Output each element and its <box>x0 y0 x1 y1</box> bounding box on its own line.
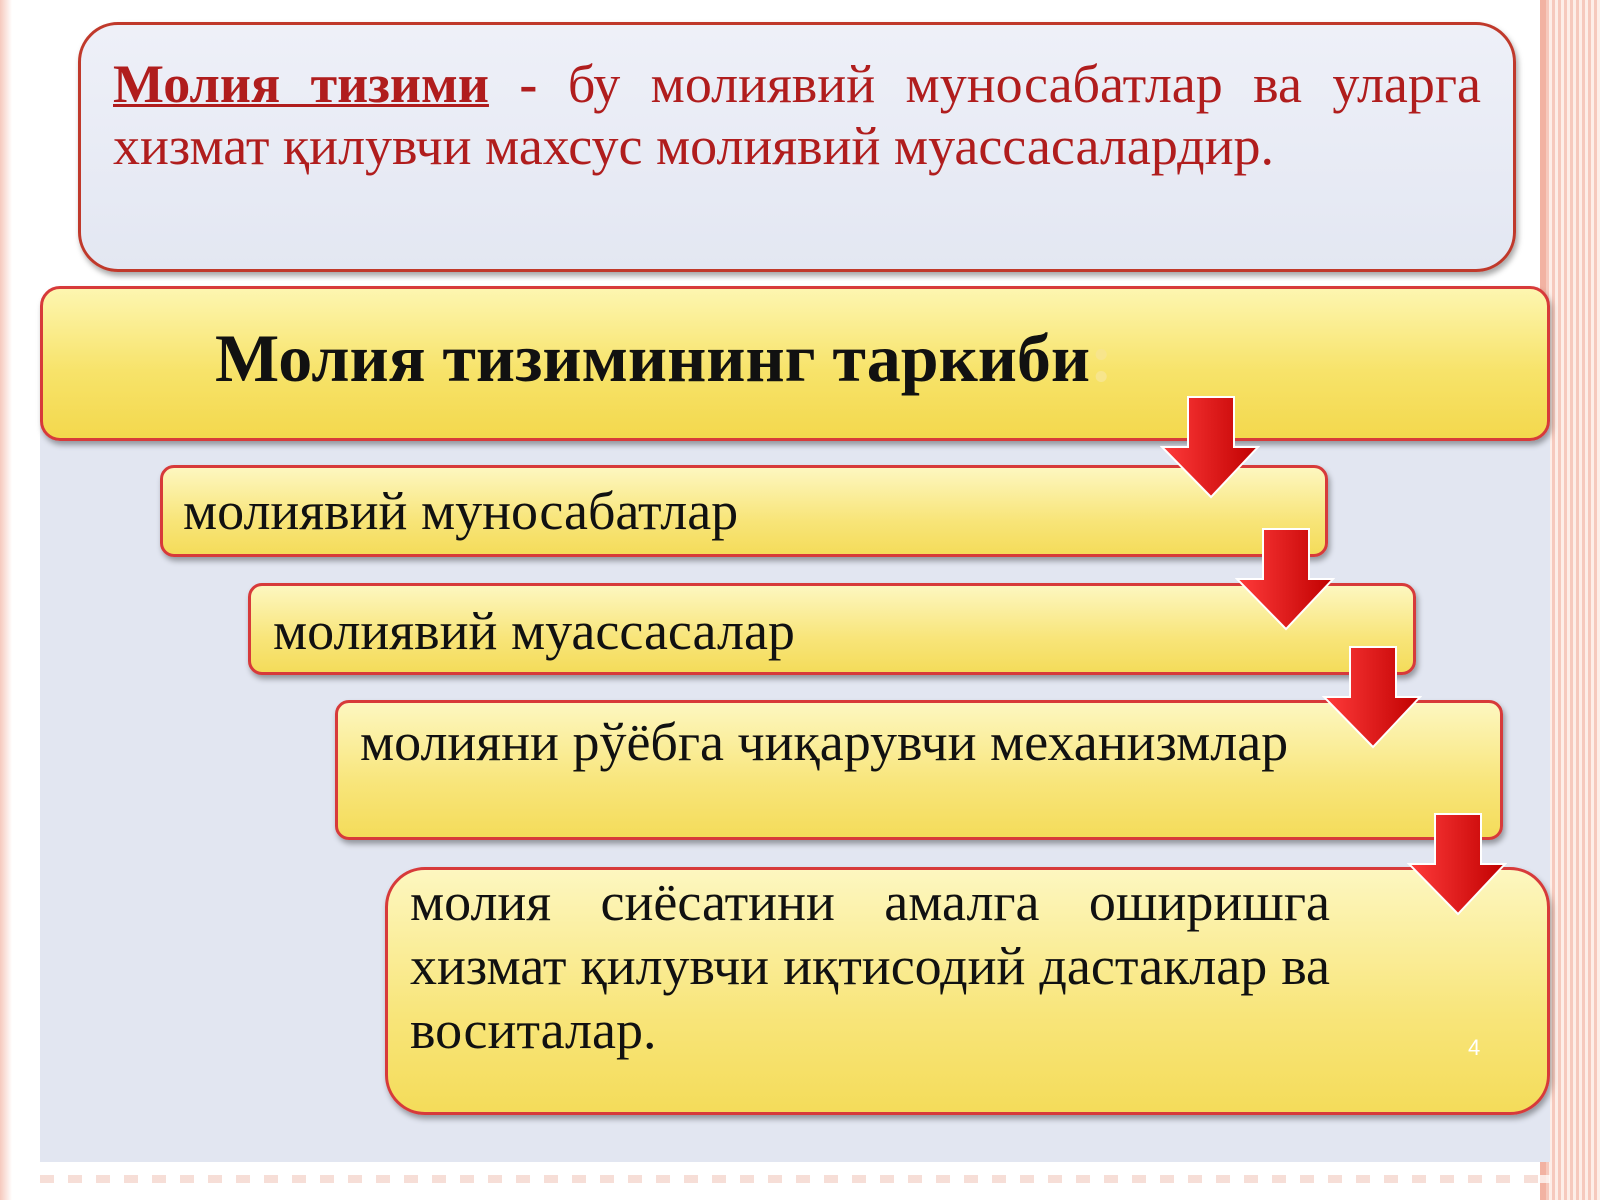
step-text: молиявий муассасалар <box>273 601 795 661</box>
structure-title-text: Молия тизимининг таркиби <box>215 320 1091 396</box>
step-text: молия сиёсатини амалга оширишга хизмат қилувчи иқтисодий дастаклар ва воситалар. <box>410 872 1330 1060</box>
definition-text: бу молиявий муносабатлар ва уларга хизмат қилувчи махсус молиявий муассасалардир. <box>113 54 1482 176</box>
step-text: молияни рўёбга чиқарувчи механизмлар <box>360 712 1289 772</box>
left-edge-decoration <box>0 0 12 1200</box>
bottom-border-decoration <box>40 1175 1550 1183</box>
down-arrow-icon <box>1407 812 1507 917</box>
down-arrow-icon <box>1160 395 1260 500</box>
slide-number: 4 <box>1468 1035 1481 1060</box>
down-arrow-icon <box>1235 527 1335 632</box>
definition-term: Молия тизими <box>113 54 489 114</box>
step-box-economic-levers <box>385 867 1550 1115</box>
definition-dash: - <box>519 54 538 114</box>
structure-title <box>215 319 1113 398</box>
down-arrow-icon <box>1322 645 1422 750</box>
step-box-financial-relations <box>160 465 1328 557</box>
structure-title-colon: : <box>1090 320 1113 396</box>
step-text: молиявий муносабатлар <box>183 481 739 541</box>
structure-header <box>40 286 1550 441</box>
definition-box <box>78 22 1516 272</box>
